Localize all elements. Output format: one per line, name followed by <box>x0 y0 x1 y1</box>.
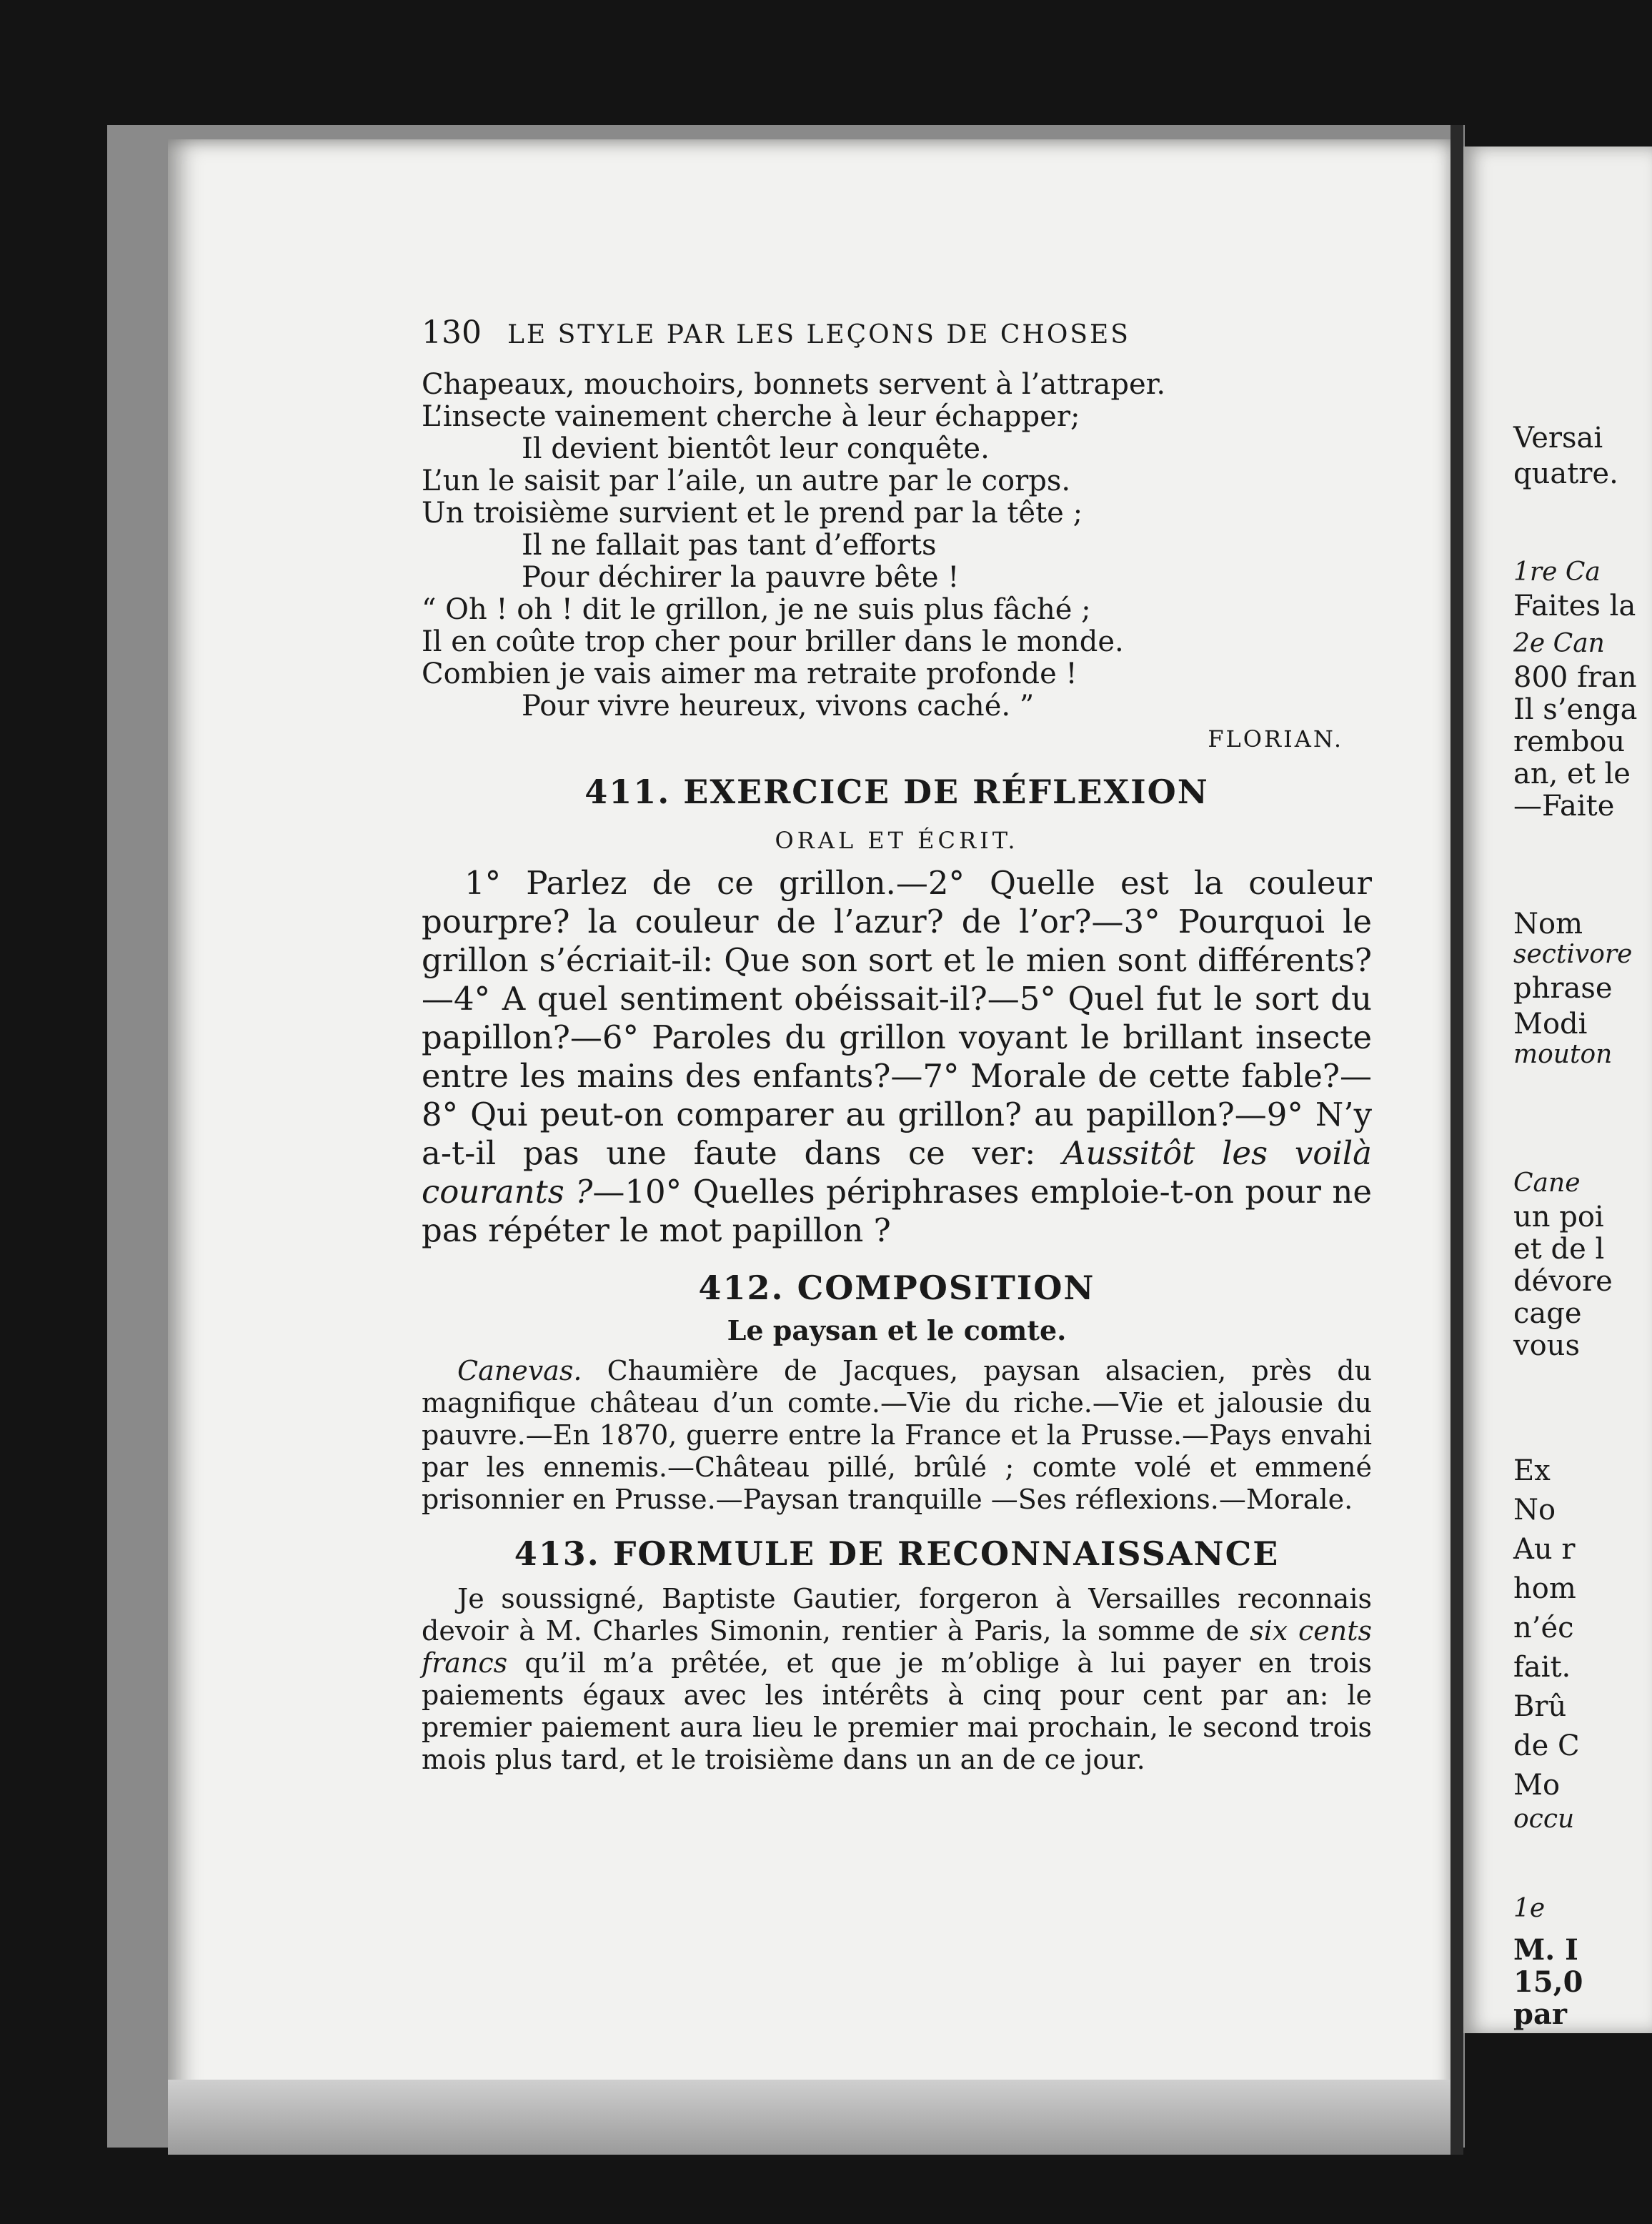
right-page-line: Ex <box>1513 1454 1551 1487</box>
left-page-text <box>422 314 1372 1776</box>
poem-author: FLORIAN. <box>1208 725 1343 753</box>
right-page-line: 800 fran <box>1513 661 1637 694</box>
right-page-line: 1re Ca <box>1513 557 1601 587</box>
right-page-line: mouton <box>1513 1040 1613 1069</box>
right-page-line: sectivore <box>1513 940 1633 969</box>
section-411-text <box>422 864 1372 1250</box>
section-413-part2: qu’il m’a prêtée, et que je m’oblige à lui payer en trois paiements égaux avec les intérêts à cinq pour cent par an: le premier paiement aura lieu le premier mai prochain, le second trois mois plus tard, et le troisième dans un an de ce jour. <box>422 1647 1372 1775</box>
right-page-line: Nom <box>1513 908 1583 940</box>
page-bottom-shadow <box>168 2080 1454 2155</box>
section-411-text-part1: 1° Parlez de ce grillon.—2° Quelle est la couleur pourpre? la couleur de l’azur? de l’or?—3° Pourquoi le grillon s’écriait-il: Que son sort et le mien sont différents?—4° A quel sentiment obéissait-il?—5° Quel fut le sort du papillon?—6° Paroles du grillon voyant le brillant insecte entre les mains des enfants?—7° Morale de cette fable?—8° Qui peut-on comparer au grillon? au papillon?—9° N’y a-t-il pas une faute dans ce ver: <box>422 864 1372 1172</box>
right-page-line: No <box>1513 1494 1556 1526</box>
right-page-line: 2e Can <box>1513 629 1605 658</box>
right-page-line: an, et le <box>1513 758 1631 790</box>
section-413-title: 413. FORMULE DE RECONNAISSANCE <box>514 1534 1280 1573</box>
right-page-line: rembou <box>1513 725 1626 758</box>
right-page-line: occu <box>1513 1804 1575 1834</box>
poem-line: L’un le saisit par l’aile, un autre par le corps. <box>422 465 1071 497</box>
section-412-title: 412. COMPOSITION <box>698 1269 1095 1307</box>
right-page-line: et de l <box>1513 1233 1605 1266</box>
right-page-line: dévore <box>1513 1265 1613 1298</box>
right-page-line: —Faite <box>1513 790 1615 823</box>
section-411-title: 411. EXERCICE DE RÉFLEXION <box>584 773 1209 811</box>
poem-line: Un troisième survient et le prend par la tête ; <box>422 497 1083 530</box>
section-413-part1: Je soussigné, Baptiste Gautier, forgeron à Versailles reconnais devoir à M. Charles Simonin, rentier à Paris, la somme de <box>422 1583 1372 1647</box>
section-412-subtitle: Le paysan et le comte. <box>727 1314 1067 1346</box>
right-page-line: Mo <box>1513 1769 1561 1802</box>
book-spine <box>1451 125 1463 2155</box>
poem <box>422 369 1372 723</box>
right-page-line: Faites la <box>1513 590 1636 622</box>
right-page-line: fait. <box>1513 1651 1571 1684</box>
section-413-amount: six cents francs <box>422 1615 1373 1679</box>
right-page-line: n’éc <box>1513 1612 1574 1644</box>
right-page-line: hom <box>1513 1572 1576 1605</box>
poem-line: Il en coûte trop cher pour briller dans le monde. <box>422 625 1124 658</box>
page-number: 130 <box>422 314 482 351</box>
right-page-line: Versai <box>1513 422 1603 455</box>
right-page-line: M. I <box>1513 1933 1578 1967</box>
right-page-line: Brû <box>1513 1690 1567 1723</box>
poem-line: Pour déchirer la pauvre bête ! <box>522 561 960 594</box>
running-title: LE STYLE PAR LES LEÇONS DE CHOSES <box>507 320 1130 349</box>
section-411-text-part2: —10° Quelles périphrases emploie-t-on pour ne pas répéter le mot papillon ? <box>422 1173 1372 1249</box>
right-page-line: de C <box>1513 1729 1580 1762</box>
poem-line: Combien je vais aimer ma retraite profonde ! <box>422 657 1078 690</box>
poem-line: Chapeaux, mouchoirs, bonnets servent à l’attraper. <box>422 368 1166 401</box>
section-413-text <box>422 1583 1372 1776</box>
right-page-line: cage <box>1513 1297 1582 1330</box>
right-page-line: par <box>1513 1997 1567 2031</box>
right-page-line: Au r <box>1513 1533 1576 1566</box>
poem-line: Pour vivre heureux, vivons caché. ” <box>522 690 1035 723</box>
right-page-line: Modi <box>1513 1008 1588 1041</box>
right-page-line: Il s’enga <box>1513 693 1638 726</box>
poem-line: L’insecte vainement cherche à leur échapper; <box>422 400 1080 433</box>
right-page-line: Cane <box>1513 1168 1581 1198</box>
running-head <box>422 314 1372 364</box>
canevas-label: Canevas. <box>457 1355 582 1386</box>
right-page-line: un poi <box>1513 1201 1604 1233</box>
section-412-text <box>422 1355 1372 1516</box>
right-page-line: phrase <box>1513 972 1613 1005</box>
section-412-body: Chaumière de Jacques, paysan alsacien, près du magnifique château d’un comte.—Vie du riche.—Vie et jalousie du pauvre.—En 1870, guerre entre la France et la Prusse.—Pays envahi par les ennemis.—Château pillé, brûlé ; comte volé et emmené prisonnier en Prusse.—Paysan tranquille —Ses réflexions.—Morale. <box>422 1355 1372 1515</box>
section-411-subtitle: ORAL ET ÉCRIT. <box>775 827 1019 854</box>
right-page-line: vous <box>1513 1329 1580 1362</box>
right-page-line: 15,0 <box>1513 1965 1583 1999</box>
poem-line: “ Oh ! oh ! dit le grillon, je ne suis plus fâché ; <box>422 593 1091 626</box>
poem-line: Il ne fallait pas tant d’efforts <box>522 529 937 562</box>
right-page-fragment <box>1463 147 1652 2033</box>
poem-line: Il devient bientôt leur conquête. <box>522 432 990 465</box>
right-page-line: 1e <box>1513 1894 1546 1923</box>
right-page-line: quatre. <box>1513 457 1618 490</box>
section-411-quote: Aussitôt les voilà courants ? <box>422 1134 1373 1211</box>
